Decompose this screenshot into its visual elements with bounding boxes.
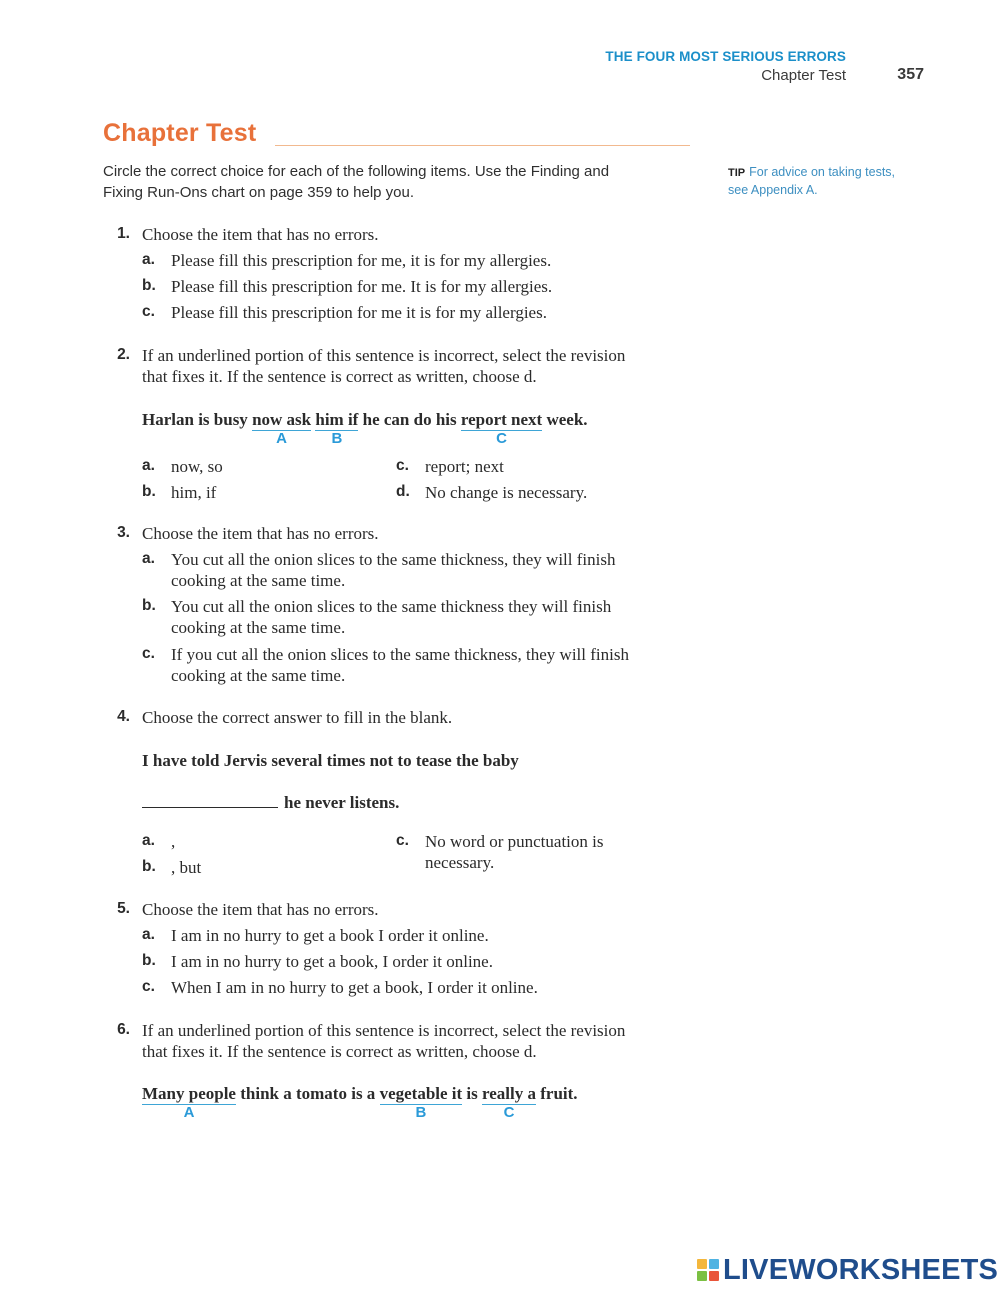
option-text[interactable]: Please fill this prescription for me. It is for my allergies. <box>171 277 553 296</box>
fill-in-blank[interactable] <box>142 793 278 808</box>
sentence-text: Harlan is busy <box>142 410 253 429</box>
option-text[interactable] <box>171 549 615 591</box>
underlined-portion-b[interactable] <box>379 1084 463 1121</box>
option-text[interactable] <box>171 644 629 686</box>
underline-label: C <box>496 430 507 447</box>
underlined-portion-c[interactable] <box>482 1084 536 1121</box>
underlined-text: report next <box>460 410 543 429</box>
page-number: 357 <box>897 66 924 83</box>
title-rule <box>275 145 690 146</box>
tip-label: TIP <box>728 167 746 179</box>
test-sentence <box>142 409 588 447</box>
sentence-text: think a tomato is a <box>235 1084 380 1103</box>
logo-block <box>697 1259 707 1269</box>
option-text[interactable]: I am in no hurry to get a book I order it online. <box>171 926 489 945</box>
logo-text: LIVEWORKSHEETS <box>723 1253 999 1286</box>
sentence-text: he never listens. <box>284 793 400 812</box>
underlined-text: Many people <box>142 1084 236 1103</box>
underlined-portion-a[interactable] <box>252 410 312 447</box>
underline-label: A <box>183 1104 195 1121</box>
underlined-text: now ask <box>252 410 312 429</box>
option-text[interactable]: , but <box>171 858 202 877</box>
option-line: You cut all the onion slices to the same thickness, they will finish <box>171 550 616 569</box>
option-label[interactable]: d. <box>396 483 410 500</box>
sentence-text: is <box>462 1084 483 1103</box>
sentence-text: week. <box>542 410 588 429</box>
option-label[interactable]: b. <box>142 597 156 614</box>
test-sentence: I have told Jervis several times not to tease the baby <box>142 751 519 770</box>
underlined-text: really a <box>482 1084 536 1103</box>
question-number: 3. <box>117 524 130 541</box>
option-text[interactable]: Please fill this prescription for me, it is for my allergies. <box>171 251 552 270</box>
page-title: Chapter Test <box>103 119 257 147</box>
tip-box <box>728 164 943 199</box>
underlined-portion-b[interactable] <box>315 410 359 447</box>
instructions-line: Circle the correct choice for each of the following items. Use the Finding and <box>103 163 610 180</box>
option-label[interactable]: c. <box>142 645 155 662</box>
sentence-text: he can do his <box>358 410 461 429</box>
option-line: cooking at the same time. <box>171 618 346 637</box>
option-text[interactable] <box>171 596 611 638</box>
option-line: cooking at the same time. <box>171 571 346 590</box>
test-sentence-line <box>142 792 399 813</box>
option-label[interactable]: a. <box>142 832 155 849</box>
question-prompt: Choose the item that has no errors. <box>142 900 379 919</box>
question-prompt: that fixes it. If the sentence is correct as written, choose d. <box>142 1042 537 1061</box>
option-label[interactable]: b. <box>142 483 156 500</box>
option-text[interactable]: No change is necessary. <box>425 483 588 502</box>
underline-label: B <box>331 430 343 447</box>
question-prompt: Choose the item that has no errors. <box>142 524 379 543</box>
test-sentence <box>142 1083 578 1121</box>
question-prompt: If an underlined portion of this sentence is incorrect, select the revision <box>142 1021 626 1040</box>
option-label[interactable]: b. <box>142 952 156 969</box>
underlined-portion-a[interactable] <box>142 1084 236 1121</box>
option-label[interactable]: c. <box>142 978 155 995</box>
tip-text: see Appendix A. <box>728 183 818 197</box>
instructions-line: Fixing Run-Ons chart on page 359 to help you. <box>103 184 415 201</box>
option-line: necessary. <box>425 853 495 872</box>
option-text[interactable]: now, so <box>171 457 223 476</box>
logo-blocks-icon <box>697 1259 719 1281</box>
option-line: You cut all the onion slices to the same thickness they will finish <box>171 597 612 616</box>
logo-block <box>697 1271 707 1281</box>
option-line: If you cut all the onion slices to the same thickness, they will finish <box>171 645 629 664</box>
question-number: 4. <box>117 708 130 725</box>
question-prompt: that fixes it. If the sentence is correct as written, choose d. <box>142 367 537 386</box>
question-number: 5. <box>117 900 130 917</box>
option-text[interactable]: report; next <box>425 457 504 476</box>
option-label[interactable]: c. <box>142 303 155 320</box>
sentence-text: fruit. <box>536 1084 578 1103</box>
underline-label: C <box>503 1104 515 1121</box>
option-text[interactable]: When I am in no hurry to get a book, I order it online. <box>171 978 538 997</box>
underline-label: A <box>276 430 288 447</box>
option-label[interactable]: a. <box>142 926 155 943</box>
option-label[interactable]: b. <box>142 277 156 294</box>
instructions <box>103 161 693 203</box>
question-prompt: Choose the correct answer to fill in the blank. <box>142 708 453 727</box>
option-label[interactable]: c. <box>396 832 409 849</box>
option-label[interactable]: a. <box>142 251 155 268</box>
option-text[interactable]: him, if <box>171 483 217 502</box>
tip-text: For advice on taking tests, <box>749 165 896 179</box>
underlined-portion-c[interactable] <box>460 410 543 447</box>
logo-block <box>709 1259 719 1269</box>
liveworksheets-logo[interactable] <box>697 1254 998 1286</box>
logo-block <box>709 1271 719 1281</box>
question-prompt: Choose the item that has no errors. <box>142 225 379 244</box>
underline-label: B <box>415 1104 427 1121</box>
running-header-section: THE FOUR MOST SERIOUS ERRORS <box>605 49 846 64</box>
option-text[interactable]: I am in no hurry to get a book, I order it online. <box>171 952 493 971</box>
option-text[interactable]: , <box>171 832 176 851</box>
question-prompt: If an underlined portion of this sentence is incorrect, select the revision <box>142 346 626 365</box>
option-line: No word or punctuation is <box>425 832 604 851</box>
option-label[interactable]: c. <box>396 457 409 474</box>
question-number: 6. <box>117 1021 130 1038</box>
option-line: cooking at the same time. <box>171 666 346 685</box>
option-label[interactable]: a. <box>142 550 155 567</box>
option-label[interactable]: a. <box>142 457 155 474</box>
running-header-chapter: Chapter Test <box>761 67 846 84</box>
underlined-text: vegetable it <box>379 1084 463 1103</box>
option-text[interactable] <box>425 831 603 873</box>
question-number: 2. <box>117 346 130 363</box>
underlined-text: him if <box>315 410 359 429</box>
question-number: 1. <box>117 225 130 242</box>
option-label[interactable]: b. <box>142 858 156 875</box>
option-text[interactable]: Please fill this prescription for me it is for my allergies. <box>171 303 547 322</box>
